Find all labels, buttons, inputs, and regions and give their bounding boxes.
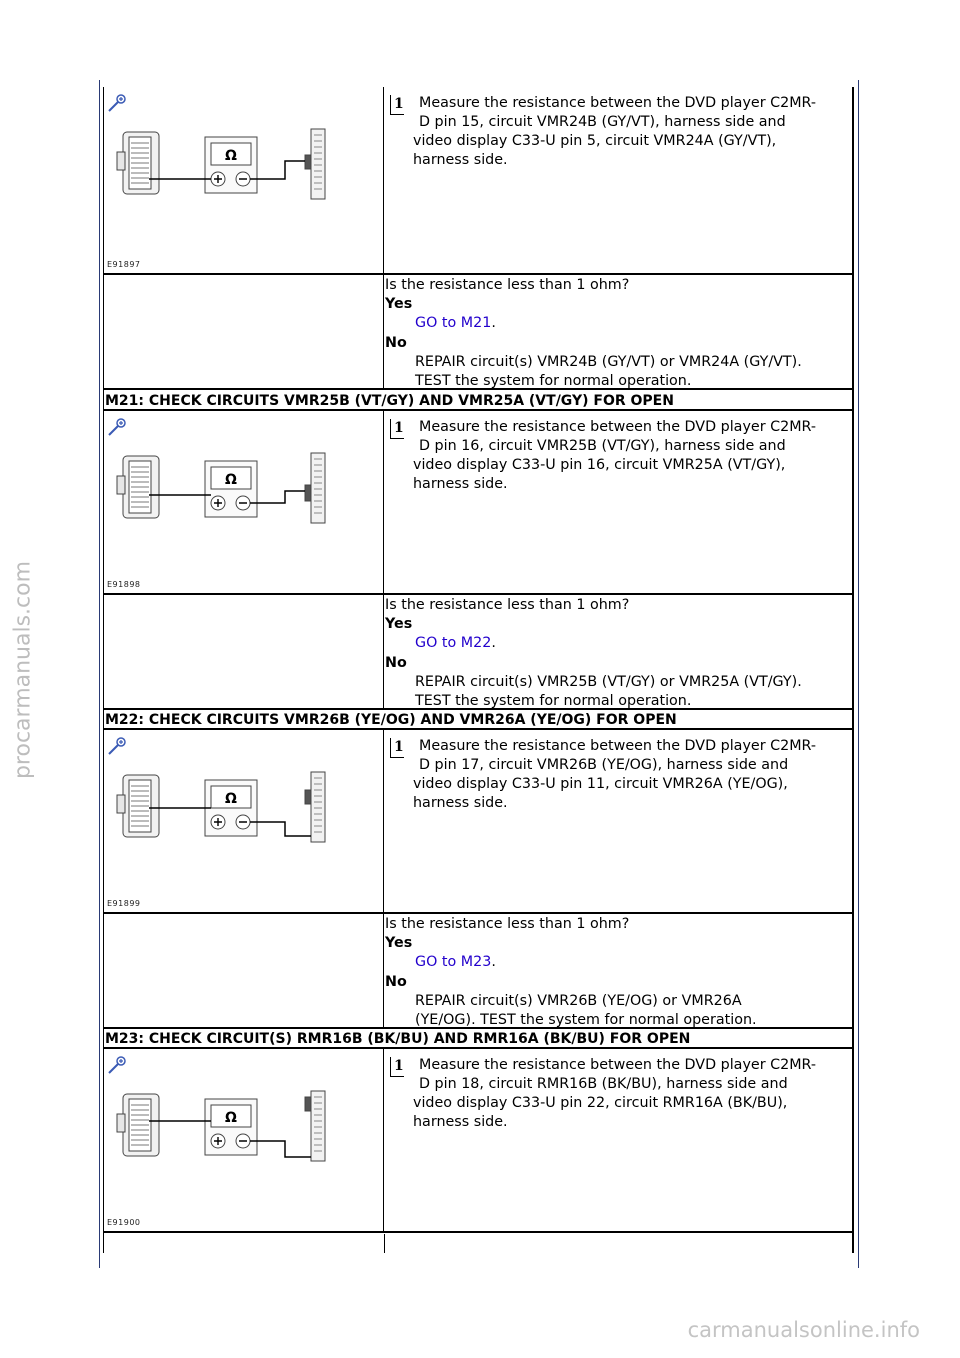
step-number-badge: 1 [390,1057,404,1077]
step-instruction: Measure the resistance between the DVD player C2MR- D pin 18, circuit RMR16B (BK/BU), harness side and video display C33-U pin 22, circuit RMR16A (BK/BU), harness side. [413,1057,817,1130]
figure-cell [103,87,384,273]
question-text: Is the resistance less than 1 ohm? Yes GO to M22. No REPAIR circuit(s) VMR25B (VT/GY) or VMR25A (VT/GY). TEST the system for normal operation. [385,597,802,710]
figure-id: E91900 [107,1218,141,1227]
step-instruction: Measure the resistance between the DVD player C2MR- D pin 17, circuit VMR26B (YE/OG), harness side and video display C33-U pin 11, circuit VMR26A (YE/OG), harness side. [413,738,817,811]
section-heading-m22: M22: CHECK CIRCUITS VMR26B (YE/OG) AND VMR26A (YE/OG) FOR OPEN [103,711,854,730]
question-cell [384,275,854,388]
figure-cell [103,411,384,593]
step-number-badge: 1 [390,738,404,758]
go-to-m21-link[interactable]: GO to M21 [415,315,492,332]
question-text: Is the resistance less than 1 ohm? Yes GO to M23. No REPAIR circuit(s) VMR26B (YE/OG) or VMR26A (YE/OG). TEST the system for normal operation. [385,916,757,1029]
figure-id: E91897 [107,260,141,269]
question-row-m21 [103,595,854,710]
question-cell [384,914,854,1027]
step-number-badge: 1 [390,95,404,115]
step-cell [384,87,854,273]
zoom-icon[interactable] [107,736,127,756]
question-row-m22 [103,914,854,1029]
question-text: Is the resistance less than 1 ohm? Yes GO to M21. No REPAIR circuit(s) VMR24B (GY/VT) or VMR24A (GY/VT). TEST the system for normal operation. [385,277,802,390]
zoom-icon[interactable] [107,93,127,113]
go-to-m22-link[interactable]: GO to M22 [415,635,492,652]
test-lead-red [250,161,305,179]
step-cell [384,730,854,912]
ohm-symbol: Ω [225,791,237,807]
bottom-watermark: carmanualsonline.info [687,1318,920,1342]
step-row-m20 [103,87,854,275]
bottom-divider [384,1234,385,1253]
step-instruction: Measure the resistance between the DVD player C2MR- D pin 16, circuit VMR25B (VT/GY), harness side and video display C33-U pin 16, circuit VMR25A (VT/GY), harness side. [413,419,817,492]
ohm-symbol: Ω [225,472,237,488]
step-number-badge: 1 [390,419,404,439]
figure-id: E91898 [107,580,141,589]
step-cell [384,411,854,593]
figure-id: E91899 [107,899,141,908]
multimeter [205,137,257,193]
ohm-symbol: Ω [225,1110,237,1126]
side-watermark-text: procarmanuals.com [10,560,36,780]
display-connector [305,129,325,199]
go-to-m23-link[interactable]: GO to M23 [415,954,492,971]
dvd-connector [117,132,159,194]
section-heading-m21: M21: CHECK CIRCUITS VMR25B (VT/GY) AND VMR25A (VT/GY) FOR OPEN [103,392,854,411]
step-row-m23 [103,1049,854,1233]
question-row-m20 [103,275,854,390]
wiring-diagram [109,1079,339,1179]
empty-cell [103,914,384,1027]
zoom-icon[interactable] [107,1055,127,1075]
section-heading-m23: M23: CHECK CIRCUIT(S) RMR16B (BK/BU) AND RMR16A (BK/BU) FOR OPEN [103,1030,854,1049]
zoom-icon[interactable] [107,417,127,437]
side-watermark [3,560,43,780]
wiring-diagram [109,441,339,541]
ohm-symbol: Ω [225,148,237,164]
step-row-m21 [103,411,854,595]
step-cell [384,1049,854,1231]
empty-cell [103,275,384,388]
figure-cell [103,730,384,912]
right-margin-rule [858,80,859,1268]
step-row-m22 [103,730,854,914]
empty-cell [103,595,384,708]
wiring-diagram [109,760,339,860]
left-margin-rule [99,80,100,1268]
wiring-diagram [109,117,339,217]
figure-cell [103,1049,384,1231]
step-instruction: Measure the resistance between the DVD player C2MR- D pin 15, circuit VMR24B (GY/VT), harness side and video display C33-U pin 5, circuit VMR24A (GY/VT), harness side. [413,95,817,168]
question-cell [384,595,854,708]
